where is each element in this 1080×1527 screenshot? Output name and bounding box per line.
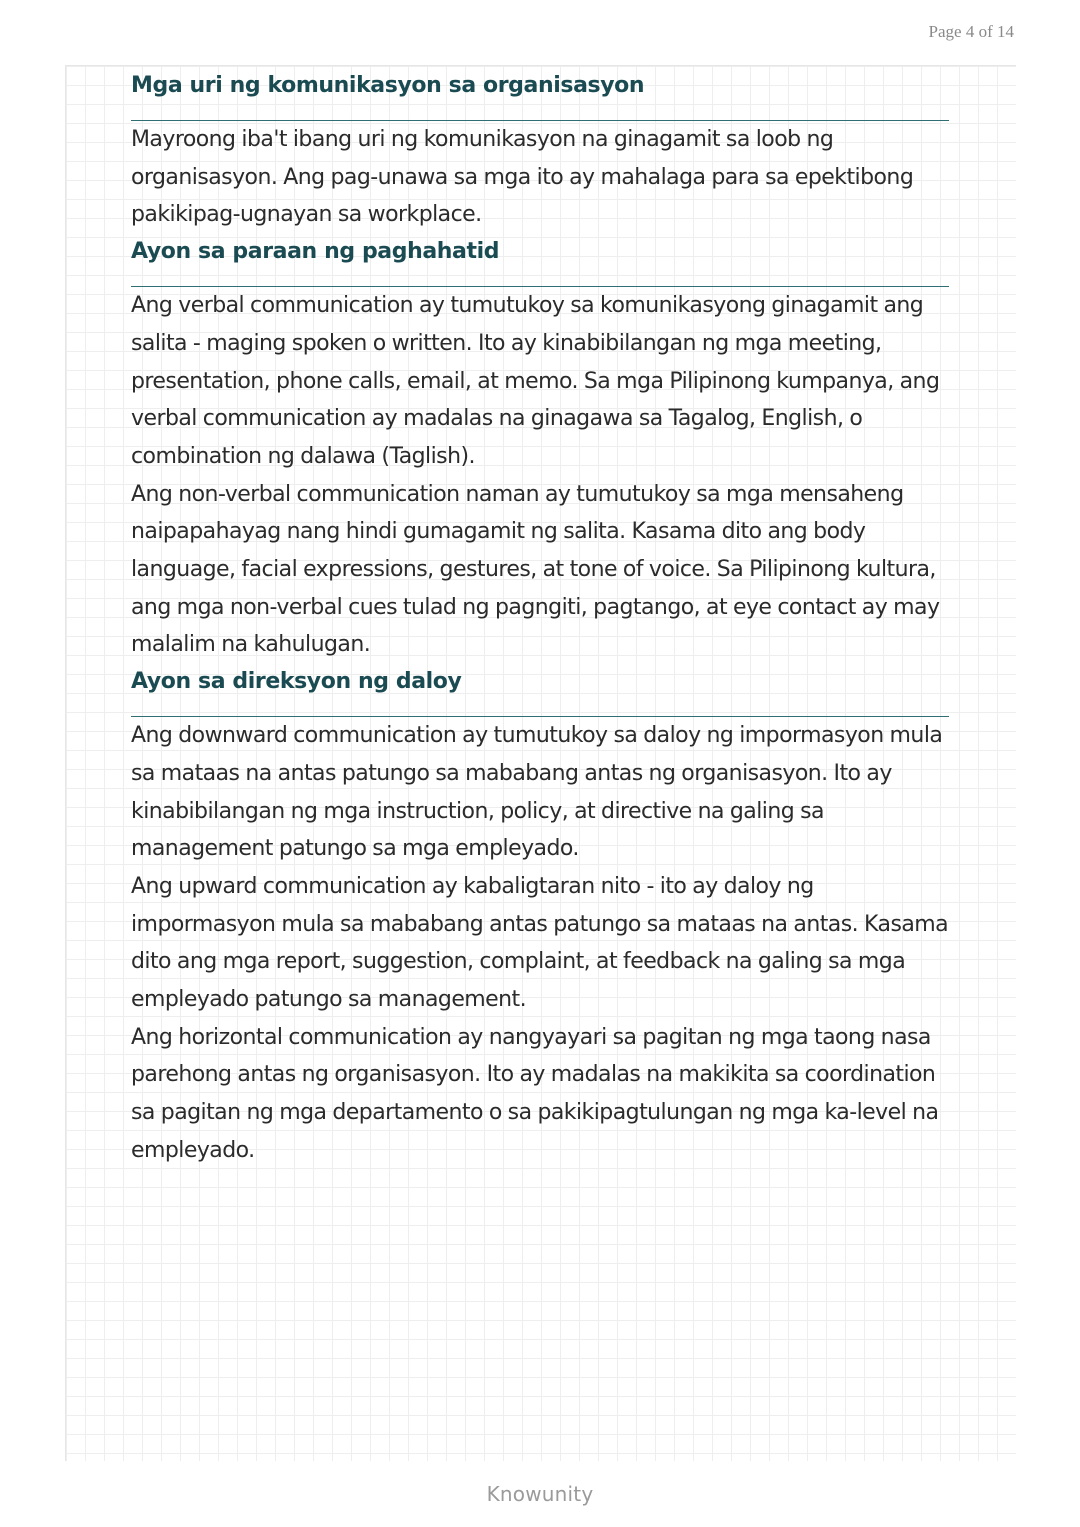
page-number: Page 4 of 14 xyxy=(928,22,1014,41)
section-heading: Ayon sa paraan ng paghahatid xyxy=(131,234,949,287)
paragraph: Ang verbal communication ay tumutukoy sa komunikasyong ginagamit ang salita - maging spoken o written. Ito ay kinabibilangan ng mga meeting, presentation, phone calls, email, at memo. Sa mga Pilipinong kumpanya, ang verbal communication ay madalas na ginagawa sa Tagalog, English, o combination ng dalawa (Taglish). xyxy=(131,293,940,469)
section-heading: Ayon sa direksyon ng daloy xyxy=(131,664,949,717)
document-content xyxy=(131,68,949,1170)
section-types-of-communication xyxy=(131,68,949,234)
section-heading: Mga uri ng komunikasyon sa organisasyon xyxy=(131,68,949,121)
section-by-flow-direction xyxy=(131,664,949,1169)
paragraph: Ang upward communication ay kabaligtaran nito - ito ay daloy ng impormasyon mula sa mababang antas patungo sa mataas na antas. Kasama dito ang mga report, suggestion, complaint, at feedback na galing sa mga empleyado patungo sa management. xyxy=(131,873,949,1013)
section-by-delivery-method xyxy=(131,234,949,664)
paragraph: Mayroong iba't ibang uri ng komunikasyon na ginagamit sa loob ng organisasyon. Ang pag-unawa sa mga ito ay mahalaga para sa epektibong pakikipag-ugnayan sa workplace. xyxy=(131,127,914,228)
paragraph: Ang downward communication ay tumutukoy sa daloy ng impormasyon mula sa mataas na antas patungo sa mababang antas ng organisasyon. Ito ay kinabibilangan ng mga instruction, policy, at directive na galing sa management patungo sa mga empleyado. xyxy=(131,723,943,862)
paragraph: Ang horizontal communication ay nangyayari sa pagitan ng mga taong nasa parehong antas ng organisasyon. Ito ay madalas na makikita sa coordination sa pagitan ng mga departamento o sa pakikipagtulungan ng mga ka-level na empleyado. xyxy=(131,1024,939,1163)
footer-brand: Knowunity xyxy=(486,1482,594,1506)
paragraph: Ang non-verbal communication naman ay tumutukoy sa mga mensaheng naipapahayag nang hindi gumagamit ng salita. Kasama dito ang body language, facial expressions, gestures, at tone of voice. Sa Pilipinong kultura, ang mga non-verbal cues tulad ng pagngiti, pagtango, at eye contact ay may malalim na kahulugan. xyxy=(131,481,940,658)
